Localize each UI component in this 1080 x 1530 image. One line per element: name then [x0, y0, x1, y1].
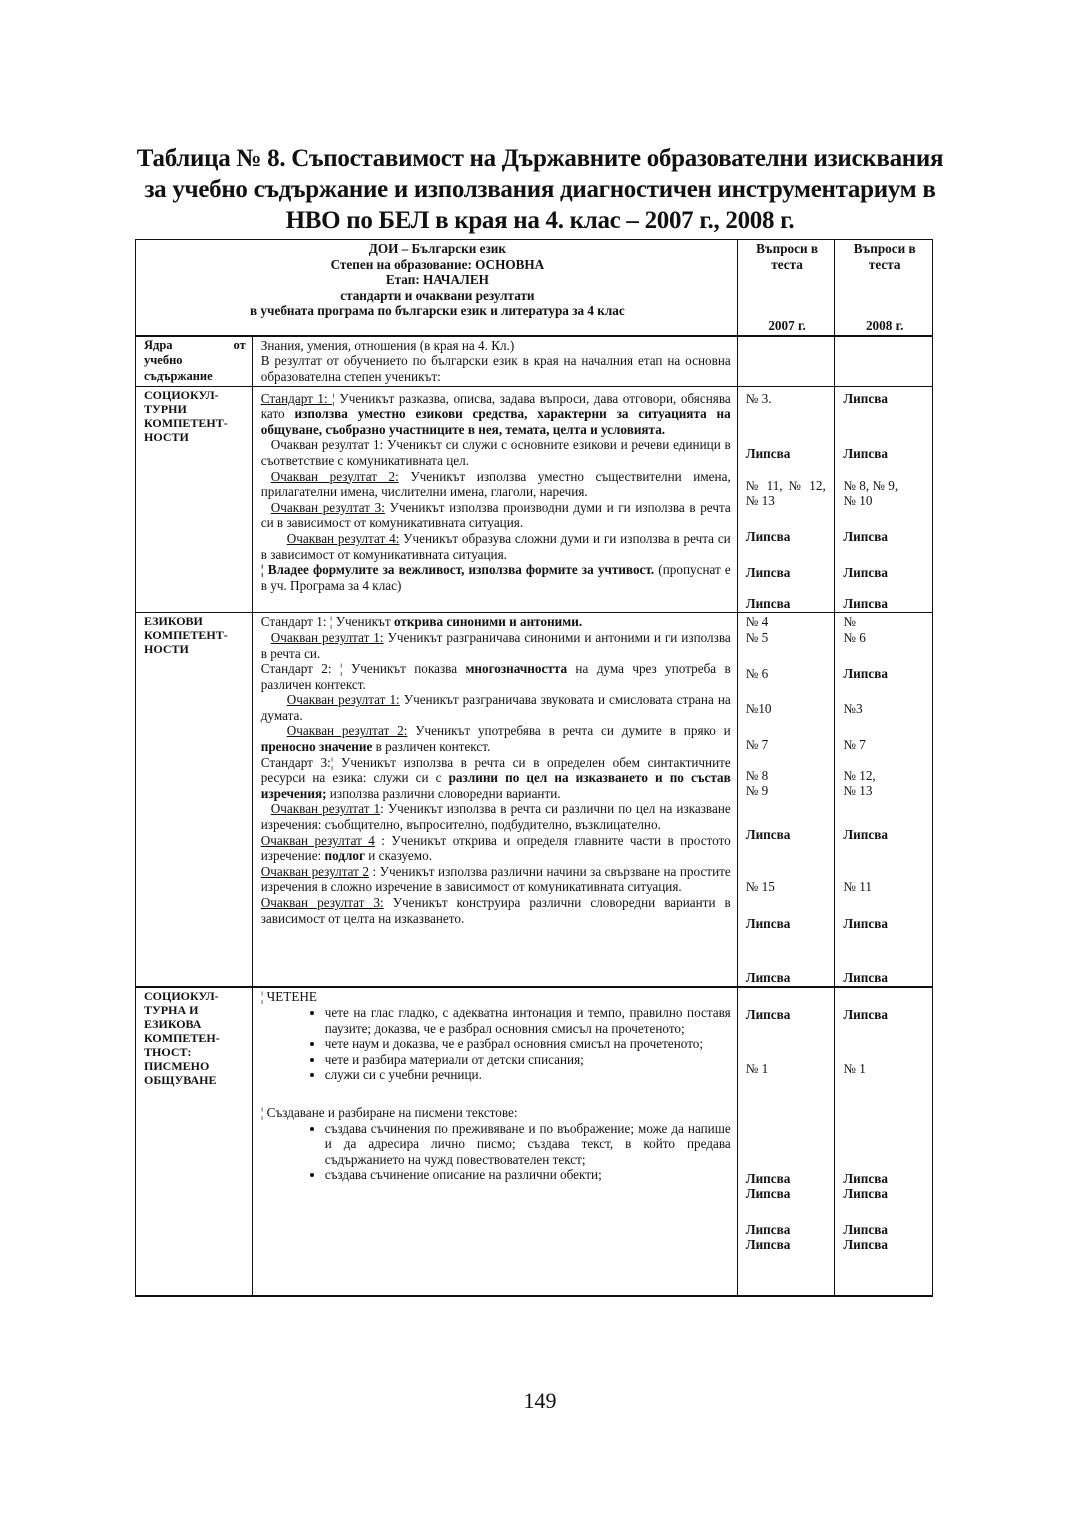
result-text: в различен контекст.	[372, 739, 491, 755]
value: № 1	[745, 1061, 769, 1077]
page-title	[110, 143, 970, 236]
core-text: ЕЗИКОВИ КОМПЕТЕНТ-НОСТИ	[144, 614, 228, 657]
value: Липсва	[843, 827, 888, 843]
list-item: • чете на глас гладко, с адекватна интонация и темпо, правилно поставя паузите; доказва, че е разбрал основния смисъл на прочетеното;	[325, 1005, 731, 1036]
standard-text: използва различни словоредни варианти.	[326, 785, 561, 801]
section-sociocultural	[136, 386, 933, 613]
value: № 4	[745, 614, 769, 630]
value: № 13	[843, 783, 873, 799]
cores-text-cell	[252, 336, 737, 386]
value: Липсва	[745, 528, 791, 544]
result-label: Очакван резултат 4	[260, 832, 375, 848]
values-2007	[737, 987, 835, 1296]
value: Липсва	[745, 1221, 791, 1237]
section-language	[136, 613, 933, 988]
result-text: и сказуемо.	[365, 848, 433, 864]
result-text: : Ученикът използва различни начини за свързване на простите изречения в сложно изречение в зависимост от комуникативната ситуация.	[260, 863, 731, 895]
value: Липсва	[843, 390, 888, 406]
value: № 12,	[843, 767, 876, 783]
result-text: : Ученикът открива и определя главните части в простото изречение:	[260, 832, 731, 864]
result-item	[261, 630, 731, 661]
value: Липсва	[745, 916, 791, 932]
result-label: Очакван резултат 2	[260, 863, 369, 879]
result-label: Очакван резултат 2:	[286, 723, 408, 739]
result-item	[261, 469, 731, 500]
value: Липсва	[745, 1170, 791, 1186]
value: Липсва	[843, 1170, 888, 1186]
core-text: СОЦИОКУЛ-ТУРНА И ЕЗИКОВА КОМПЕТЕН-ТНОСТ: ПИСМЕНО ОБЩУВАНЕ	[144, 989, 220, 1088]
value: Липсва	[745, 1186, 791, 1202]
result-text: Ученикът употребява в речта си думите в пряко и	[407, 723, 731, 739]
writing-list	[261, 1121, 731, 1183]
standard-bold: многозначността	[465, 661, 568, 677]
value: № 8, № 9, № 10	[843, 477, 899, 509]
cores-label: Ядра	[144, 337, 173, 352]
section-content	[252, 987, 737, 1296]
result-label: Очакван резултат 3:	[270, 499, 385, 515]
core-text: СОЦИОКУЛ-ТУРНИ КОМПЕТЕНТ-НОСТИ	[144, 387, 228, 444]
standard-bold: открива синоними и антоними.	[393, 614, 583, 630]
result-text: Ученикът образува сложни думи и ги използва в речта си в зависимост от комуникативната ситуация.	[260, 530, 731, 562]
list-item: • създава съчинения по преживяване и по въображение; може да напише и да адресира лично писмо; създава текст, в който предава съдържанието на чужд повествователен текст;	[325, 1121, 731, 1168]
empty-cell	[835, 336, 933, 386]
table-header-row	[136, 240, 933, 336]
values-2007	[737, 613, 835, 988]
standard-bold: разлини по цел на изказването и по състав изречения;	[260, 770, 731, 801]
header-2008-cell	[835, 240, 933, 336]
result-item	[261, 895, 731, 926]
values-2008	[835, 386, 933, 613]
value: №	[843, 614, 856, 630]
result-label: Очакван резултат 2:	[270, 468, 399, 484]
value: Липсва	[843, 665, 888, 681]
header-line: в учебната програма по български език и литература за 4 клас	[250, 303, 625, 319]
header-col-title: Въпроси в теста	[756, 241, 818, 272]
section-core-label	[136, 613, 253, 988]
value: Липсва	[843, 969, 888, 985]
section-content	[252, 613, 737, 988]
value: Липсва	[745, 1237, 791, 1253]
header-2007-cell	[737, 240, 835, 336]
value: № 6	[745, 665, 769, 681]
result-item	[261, 864, 731, 895]
result-text: Ученикът използва уместно съществителни имена, прилагателни имена, числителни имена, глаголи, наречия.	[260, 468, 731, 500]
value: № 9	[745, 783, 769, 799]
standard-text: Ученикът разказва, описва, задава въпроси, дава отговори, обяснява като	[260, 390, 731, 422]
result-text: (пропуснат е в уч. Програма за 4 клас)	[260, 562, 731, 593]
value: Липсва	[843, 1007, 888, 1023]
values-2008	[835, 987, 933, 1296]
section-core-label	[136, 987, 253, 1296]
cores-text: Знания, умения, отношения (в края на 4. Кл.)	[260, 337, 515, 353]
title-line-2: за учебно съдържание и използвания диагностичен инструментариум в	[144, 176, 936, 203]
result-item	[261, 531, 731, 562]
writing-heading: ¦ Създаване и разбиране на писмени текстове:	[260, 1105, 518, 1120]
result-item	[261, 562, 731, 593]
standard-item	[261, 614, 731, 630]
header-line: Степен на образование: ОСНОВНА	[330, 256, 545, 272]
header-year: 2008 г.	[865, 318, 904, 334]
result-item	[261, 723, 731, 754]
title-line-3: НВО по БЕЛ в края на 4. клас – 2007 г., 2008 г.	[285, 207, 795, 234]
value: № 7	[745, 736, 769, 752]
value: Липсва	[745, 564, 791, 580]
value: Липсва	[745, 446, 791, 462]
value: № 11	[843, 878, 872, 894]
standard-item	[261, 388, 731, 438]
value: Липсва	[843, 564, 888, 580]
value: Липсва	[745, 969, 791, 985]
page-number: 149	[523, 1388, 557, 1413]
list-item: • чете и разбира материали от детски списания;	[325, 1052, 731, 1068]
result-item: Очакван резултат 1: Ученикът си служи с основните езикови и речеви единици в съответствие с комуникативната цел.	[260, 437, 731, 468]
value: № 15	[745, 878, 775, 894]
value: № 11, № 12, № 13	[745, 477, 826, 509]
value: Липсва	[843, 916, 888, 932]
reading-heading: ¦ ЧЕТЕНЕ	[260, 989, 317, 1005]
result-item	[261, 500, 731, 531]
header-year: 2007 г.	[768, 318, 806, 334]
result-text: Ученикът разграничава звуковата и смисловата страна на думата.	[260, 692, 731, 723]
section-content	[252, 386, 737, 613]
value: Липсва	[843, 528, 888, 544]
standard-label: Стандарт 1: ¦	[260, 390, 335, 406]
empty-cell	[737, 336, 835, 386]
cores-label: учебно съдържание	[144, 353, 213, 383]
result-item	[261, 692, 731, 723]
result-text: Ученикът конструира различни словоредни варианти в зависимост от целта на изказването.	[260, 895, 731, 926]
cores-label: от	[233, 337, 246, 352]
result-bold: ¦ Владее формулите за вежливост, използва формите за учтивост.	[260, 562, 655, 578]
result-label: Очакван резултат 4:	[286, 530, 400, 546]
result-label: Очакван резултат 1:	[270, 629, 384, 645]
section-core-label	[136, 386, 253, 613]
standard-text: Стандарт 1: ¦ Ученикът	[260, 614, 394, 630]
comparison-table	[135, 239, 933, 1297]
result-label: Очакван резултат 1:	[286, 692, 400, 708]
header-line: Етап: НАЧАЛЕН	[385, 272, 489, 288]
value: Липсва	[745, 1007, 791, 1023]
value: Липсва	[843, 1221, 888, 1237]
standard-item	[261, 755, 731, 802]
value: № 1	[843, 1061, 866, 1077]
cores-row	[136, 336, 933, 386]
value: Липсва	[843, 446, 888, 462]
result-item	[261, 801, 731, 832]
value: № 6	[843, 629, 866, 645]
value: Липсва	[843, 1186, 888, 1202]
list-item: • създава съчинение описание на различни обекти;	[325, 1167, 731, 1183]
value: Липсва	[843, 1237, 888, 1253]
reading-list	[261, 1005, 731, 1083]
value: Липсва	[745, 595, 791, 611]
value: № 5	[745, 629, 769, 645]
result-label: Очакван резултат 3:	[260, 895, 384, 910]
result-bold: преносно значение	[260, 739, 373, 755]
value: Липсва	[745, 827, 791, 843]
value: № 3.	[745, 390, 772, 406]
header-line: ДОИ – Български език	[368, 241, 506, 256]
values-2007	[737, 386, 835, 613]
standard-item	[261, 661, 731, 692]
result-text: Ученикът разграничава синоними и антоними и ги използва в речта си.	[260, 629, 731, 661]
standard-text: Стандарт 3:¦ Ученикът използва в речта си в определен обем синтактичните ресурси на езика: служи си с	[260, 754, 731, 786]
cores-text: В резултат от обучението по български език в края на началния етап на основна образователна степен ученикът:	[260, 353, 731, 384]
header-col-title: Въпроси в теста	[853, 241, 916, 272]
result-label: Очакван резултат 1	[270, 801, 381, 817]
title-line-1: Таблица № 8. Съпоставимост на Държавните образователни изисквания	[136, 145, 944, 172]
values-2008	[835, 613, 933, 988]
result-item	[261, 833, 731, 864]
value: №10	[745, 701, 772, 717]
standard-bold: използва уместно езикови средства, характерни за ситуацията на общуване, съобразно участниците в нея, темата, целта и условията.	[260, 406, 731, 437]
header-line: стандарти и очаквани резултати	[340, 287, 535, 303]
cores-label-cell	[136, 336, 253, 386]
value: №3	[843, 701, 863, 717]
list-item: • служи си с учебни речници.	[325, 1067, 731, 1083]
result-text: Ученикът използва производни думи и ги използва в речта си в зависимост от комуникативната ситуация.	[260, 499, 731, 531]
result-bold: подлог	[324, 848, 365, 864]
value: № 7	[843, 736, 866, 752]
value: № 8	[745, 767, 769, 783]
standard-text: Стандарт 2: ¦ Ученикът показва	[260, 661, 466, 677]
section-written	[136, 987, 933, 1296]
header-main-cell	[136, 240, 738, 336]
list-item: • чете наум и доказва, че е разбрал основния смисъл на прочетеното;	[325, 1036, 731, 1052]
value: Липсва	[843, 595, 888, 611]
standard-text: на дума чрез употреба в различен контекст.	[260, 661, 731, 692]
result-text: : Ученикът използва в речта си различни по цел на изказване изречения: съобщително, въпросително, подбудително, възклицателно.	[260, 801, 731, 833]
